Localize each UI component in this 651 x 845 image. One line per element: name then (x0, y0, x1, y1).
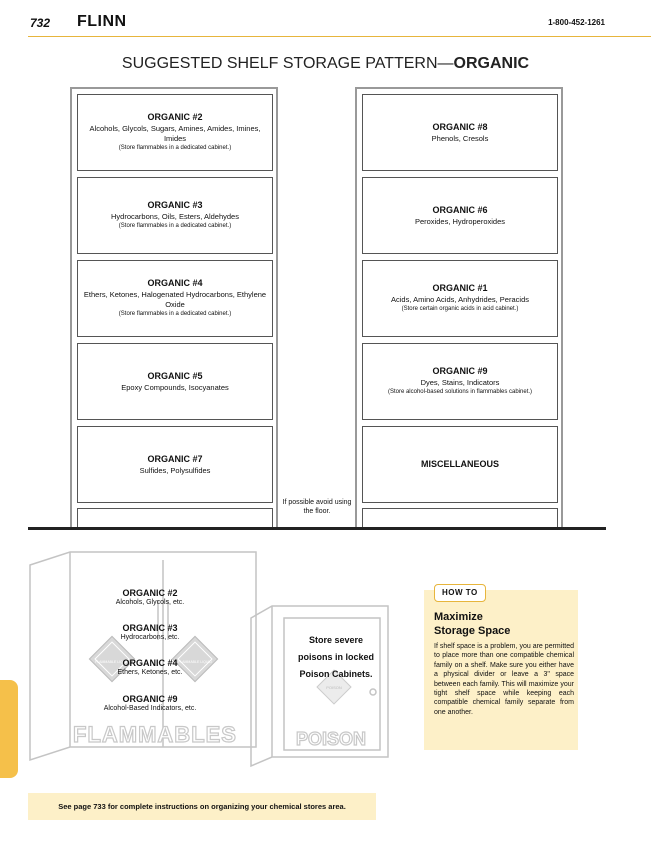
howto-heading-line2: Storage Space (434, 625, 511, 637)
flammable-sign-text-left: FLAMMABLE LIQUID (95, 660, 129, 664)
howto-box (424, 590, 578, 750)
brand-logo: FLINN (77, 13, 127, 30)
flammables-entry (70, 694, 230, 712)
shelf-note: (Store flammables in a dedicated cabinet.) (118, 145, 232, 151)
shelf-name: ORGANIC #8 (432, 121, 488, 132)
shelf-name: ORGANIC #3 (147, 200, 203, 210)
shelf-note: (Store certain organic acids in acid cabinet.) (401, 306, 519, 312)
flammables-entry (70, 658, 230, 676)
shelf-note: (Store flammables in a dedicated cabinet.) (118, 223, 232, 229)
shelf-desc: Alcohols, Glycols, Sugars, Amines, Amides, Imines, Imides (89, 124, 261, 143)
howto-tag: HOW TO (434, 584, 486, 602)
shelf-desc: Hydrocarbons, Oils, Esters, Aldehydes (111, 212, 239, 221)
entry-name: ORGANIC #9 (122, 694, 178, 704)
entry-name: ORGANIC #3 (122, 623, 178, 633)
entry-desc: Alcohols, Glycols, etc. (115, 599, 185, 606)
title-emphasis: ORGANIC (453, 55, 530, 72)
shelf-name: ORGANIC #9 (432, 366, 488, 376)
shelf-desc: Dyes, Stains, Indicators (420, 378, 500, 387)
footer-note: See page 733 for complete instructions on organizing your chemical stores area. (28, 793, 376, 820)
floor-note: If possible avoid using the floor. (282, 499, 352, 515)
entry-desc: Hydrocarbons, etc. (120, 634, 180, 641)
flammables-cabinet-label: FLAMMABLES (73, 722, 237, 747)
page-number: 732 (30, 16, 51, 30)
shelf-desc: Ethers, Ketones, Halogenated Hydrocarbons, Ethylene Oxide (83, 290, 267, 309)
shelf-note: (Store flammables in a dedicated cabinet.) (118, 311, 232, 317)
shelf-desc: Epoxy Compounds, Isocyanates (121, 382, 229, 392)
flammables-entry (70, 623, 230, 641)
shelf-name: MISCELLANEOUS (420, 458, 499, 469)
shelf-name: ORGANIC #4 (147, 278, 203, 288)
entry-name: ORGANIC #2 (122, 588, 178, 598)
entry-desc: Alcohol-Based Indicators, etc. (103, 705, 197, 712)
howto-heading-line1: Maximize (434, 611, 483, 623)
poison-cabinet-label: POISON (295, 729, 367, 749)
shelf-name: ORGANIC #5 (147, 370, 203, 381)
poison-cabinet-text: Store severe poisons in locked Poison Cabinets. (298, 635, 375, 679)
shelf-name: ORGANIC #7 (147, 453, 203, 464)
flammable-sign-text-right: FLAMMABLE LIQUID (178, 660, 212, 664)
phone-number: 1-800-452-1261 (548, 18, 605, 27)
howto-heading (434, 610, 574, 638)
side-tab (0, 680, 18, 778)
entry-desc: Ethers, Ketones, etc. (117, 669, 183, 676)
entry-name: ORGANIC #4 (122, 658, 178, 668)
shelf-note: (Store alcohol-based solutions in flammables cabinet.) (387, 389, 533, 395)
poison-sign-text: POISON (326, 685, 342, 690)
shelf-desc: Acids, Amino Acids, Anhydrides, Peracids (391, 295, 529, 304)
shelf-desc: Phenols, Cresols (431, 133, 489, 143)
flammables-entry (70, 588, 230, 606)
shelf-desc: Peroxides, Hydroperoxides (414, 216, 506, 226)
shelf-name: ORGANIC #2 (147, 112, 203, 122)
shelf-name: ORGANIC #1 (432, 283, 488, 293)
shelf-name: ORGANIC #6 (432, 204, 488, 215)
howto-body: If shelf space is a problem, you are permitted to place more than one compatible chemical family on a shelf. Make sure you either have a physical divider or leave a 3" space between each family. This will maximize your tight shelf space while keeping each compatible chemical family separate from one another. (434, 643, 574, 716)
title-prefix: SUGGESTED SHELF STORAGE PATTERN— (121, 55, 454, 72)
shelf-desc: Sulfides, Polysulfides (139, 465, 211, 475)
